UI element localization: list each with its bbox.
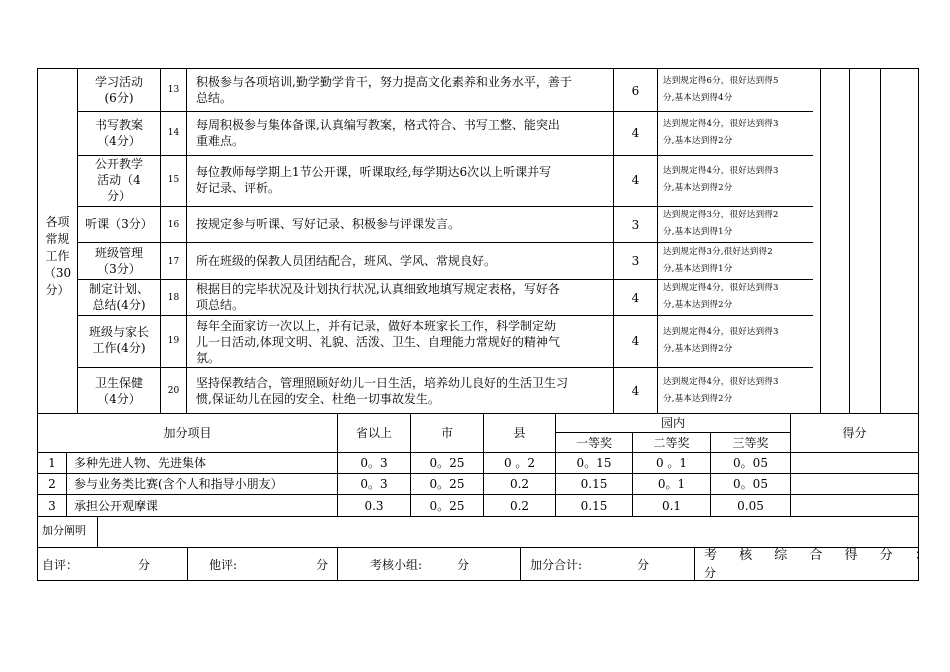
item-standard xyxy=(663,73,779,107)
item-name-line: 听课（3分） xyxy=(85,217,153,231)
item-std-line: 达到规定得4分，很好达到得3 xyxy=(663,283,779,293)
bonus-second: 0 。1 xyxy=(655,456,688,470)
bonus-county: 0.2 xyxy=(509,499,530,513)
bonus-county: 0.2 xyxy=(509,477,530,491)
item-desc-line: 每周积极参与集体备课,认真编写教案，格式符合、书写工整、能突出 xyxy=(196,118,560,132)
item-name-line: （4分） xyxy=(97,134,141,148)
bonus-third: 0。05 xyxy=(733,456,768,470)
item-desc-line: 所在班级的保教人员团结配合，班风、学风、常规良好。 xyxy=(196,254,497,268)
header-bonus-item: 加分项目 xyxy=(163,426,212,440)
item-score: 3 xyxy=(631,254,640,268)
bonus-city: 0。25 xyxy=(429,499,465,513)
item-std-line: 达到规定得3分,很好达到得2 xyxy=(663,247,773,257)
item-desc-line: 儿一日活动,体现文明、礼貌、活泼、卫生、自理能力常规好的精神气 xyxy=(196,335,560,349)
item-description xyxy=(196,375,568,407)
item-desc-line: 项总结。 xyxy=(196,298,245,312)
bonus-no: 1 xyxy=(48,456,56,470)
item-score: 4 xyxy=(631,126,640,140)
item-description xyxy=(196,216,460,232)
item-name xyxy=(78,216,160,232)
bonus-second: 0。1 xyxy=(657,477,686,491)
header-score: 得分 xyxy=(842,426,867,440)
item-std-line: 分,基本达到得2分 xyxy=(663,344,733,354)
self-eval-unit: 分 xyxy=(138,558,151,572)
bonus-item: 参与业务类比赛(含个人和指导小朋友） xyxy=(74,477,283,491)
item-name xyxy=(78,117,160,149)
item-name-line: 制定计划、 xyxy=(88,282,149,296)
item-description xyxy=(196,117,560,149)
item-std-line: 分,基本达到得4分 xyxy=(663,93,733,103)
bonus-first: 0.15 xyxy=(580,477,608,491)
bonus-first: 0。15 xyxy=(576,456,612,470)
peer-eval-unit: 分 xyxy=(316,558,329,572)
item-desc-line: 总结。 xyxy=(196,91,233,105)
item-name xyxy=(78,375,160,407)
item-standard xyxy=(663,207,779,241)
category-label xyxy=(38,214,77,299)
item-desc-line: 重难点。 xyxy=(196,134,245,148)
item-desc-line: 积极参与各项培训,勤学勤学肯干，努力提高文化素养和业务水平，善于 xyxy=(196,75,572,89)
item-desc-line: 惯,保证幼儿在园的安全、杜绝一切事故发生。 xyxy=(196,392,440,406)
bonus-item: 多种先进人物、先进集体 xyxy=(74,456,207,470)
item-standard xyxy=(663,163,779,197)
item-desc-line: 每年全面家访一次以上，并有记录，做好本班家长工作，科学制定幼 xyxy=(196,319,557,333)
item-name xyxy=(78,324,160,356)
item-number: 14 xyxy=(167,128,180,138)
item-std-line: 分,基本达到得1分 xyxy=(663,264,733,274)
item-std-line: 分,基本达到得2分 xyxy=(663,183,733,193)
item-description xyxy=(196,164,551,196)
header-city: 市 xyxy=(440,426,453,440)
category-line: （30 xyxy=(43,266,72,280)
item-name-line: 卫生保健 xyxy=(94,376,143,390)
item-score: 4 xyxy=(631,291,640,305)
header-third-prize: 三等奖 xyxy=(732,436,769,450)
item-name-line: 学习活动 xyxy=(94,75,143,89)
bonus-note-label: 加分阐明 xyxy=(42,524,86,537)
item-std-line: 达到规定得6分，很好达到得5 xyxy=(663,76,779,86)
item-number: 17 xyxy=(167,257,180,267)
item-std-line: 分,基本达到得1分 xyxy=(663,227,733,237)
item-number: 13 xyxy=(167,85,180,95)
item-std-line: 达到规定得4分，很好达到得3 xyxy=(663,119,779,129)
item-desc-line: 好记录、评析。 xyxy=(196,181,281,195)
bonus-province: 0。3 xyxy=(360,456,388,470)
bonus-city: 0。25 xyxy=(429,477,465,491)
item-name xyxy=(78,74,160,106)
panel-eval-unit: 分 xyxy=(457,558,470,572)
item-name xyxy=(78,156,160,204)
bonus-first: 0.15 xyxy=(580,499,608,513)
item-name-line: (6分) xyxy=(104,91,134,105)
bonus-total-label: 加分合计: xyxy=(530,558,583,572)
item-desc-line: 每位教师每学期上1节公开课，听课取经,每学期达6次以上听课并写 xyxy=(196,165,552,179)
item-score: 4 xyxy=(631,384,640,398)
item-name-line: 总结(4分) xyxy=(92,298,146,312)
header-province: 省以上 xyxy=(355,426,392,440)
item-name-line: 书写教案 xyxy=(94,118,143,132)
bonus-second: 0.1 xyxy=(661,499,682,513)
item-desc-line: 坚持保教结合，管理照顾好幼儿一日生活，培养幼儿良好的生活卫生习 xyxy=(196,376,569,390)
item-name xyxy=(78,281,160,313)
bonus-third: 0。05 xyxy=(733,477,768,491)
item-name-line: 班级与家长 xyxy=(88,325,149,339)
item-description xyxy=(196,281,560,313)
header-second-prize: 二等奖 xyxy=(653,436,690,450)
category-line: 常规 xyxy=(45,232,70,246)
item-desc-line: 氛。 xyxy=(196,351,221,365)
bonus-no: 3 xyxy=(48,499,56,513)
item-name-line: 公开教学 xyxy=(94,157,143,171)
item-name-line: （3分） xyxy=(97,262,141,276)
item-std-line: 分,基本达到得2分 xyxy=(663,394,733,404)
item-score: 6 xyxy=(631,84,640,98)
panel-eval-label: 考核小组: xyxy=(370,558,423,572)
item-score: 4 xyxy=(631,173,640,187)
item-score: 4 xyxy=(631,334,640,348)
bonus-item: 承担公开观摩课 xyxy=(74,499,159,513)
item-name-line: 班级管理 xyxy=(94,246,143,260)
item-number: 15 xyxy=(167,175,180,185)
category-line: 分） xyxy=(45,283,70,297)
bonus-province: 0。3 xyxy=(360,477,388,491)
item-name-line: （4分） xyxy=(97,392,141,406)
item-number: 20 xyxy=(167,386,180,396)
item-standard xyxy=(663,244,773,278)
item-standard xyxy=(663,280,779,314)
bonus-third: 0.05 xyxy=(737,499,764,513)
self-eval-label: 自评： xyxy=(42,558,79,572)
item-name-line: 分） xyxy=(106,189,131,203)
bonus-city: 0。25 xyxy=(429,456,465,470)
overall-score-label: 考 核 综 合 得 分 ： xyxy=(704,548,937,563)
item-description xyxy=(196,253,496,269)
bonus-no: 2 xyxy=(48,477,56,491)
header-county: 县 xyxy=(513,426,526,440)
item-standard xyxy=(663,374,779,408)
item-number: 18 xyxy=(167,293,180,303)
item-number: 16 xyxy=(167,220,180,230)
item-name xyxy=(78,245,160,277)
item-description xyxy=(196,318,560,366)
item-std-line: 达到规定得4分，很好达到得3 xyxy=(663,377,779,387)
item-name-line: 活动（4 xyxy=(97,173,141,187)
item-number: 19 xyxy=(167,336,180,346)
item-std-line: 达到规定得4分，很好达到得3 xyxy=(663,166,779,176)
header-in-garden: 园内 xyxy=(660,416,685,430)
item-standard xyxy=(663,116,779,150)
item-std-line: 分,基本达到得2分 xyxy=(663,136,733,146)
bonus-county: 0 。2 xyxy=(503,456,536,470)
item-score: 3 xyxy=(631,218,640,232)
item-description xyxy=(196,74,572,106)
bonus-total-unit: 分 xyxy=(637,558,650,572)
item-std-line: 达到规定得3分，很好达到得2 xyxy=(663,210,779,220)
item-desc-line: 按规定参与听课、写好记录、积极参与评课发言。 xyxy=(196,217,461,231)
item-name-line: 工作(4分) xyxy=(92,341,146,355)
bonus-province: 0.3 xyxy=(364,499,384,513)
category-line: 工作 xyxy=(45,249,70,263)
item-standard xyxy=(663,324,779,358)
item-std-line: 分,基本达到得2分 xyxy=(663,300,733,310)
overall-score-unit: 分 xyxy=(704,566,717,580)
header-first-prize: 一等奖 xyxy=(575,436,612,450)
category-line: 各项 xyxy=(45,215,70,229)
item-std-line: 达到规定得4分，很好达到得3 xyxy=(663,327,779,337)
item-desc-line: 根据目的完毕状况及计划执行状况,认真细致地填写规定表格，写好各 xyxy=(196,282,560,296)
peer-eval-label: 他评: xyxy=(209,558,238,572)
